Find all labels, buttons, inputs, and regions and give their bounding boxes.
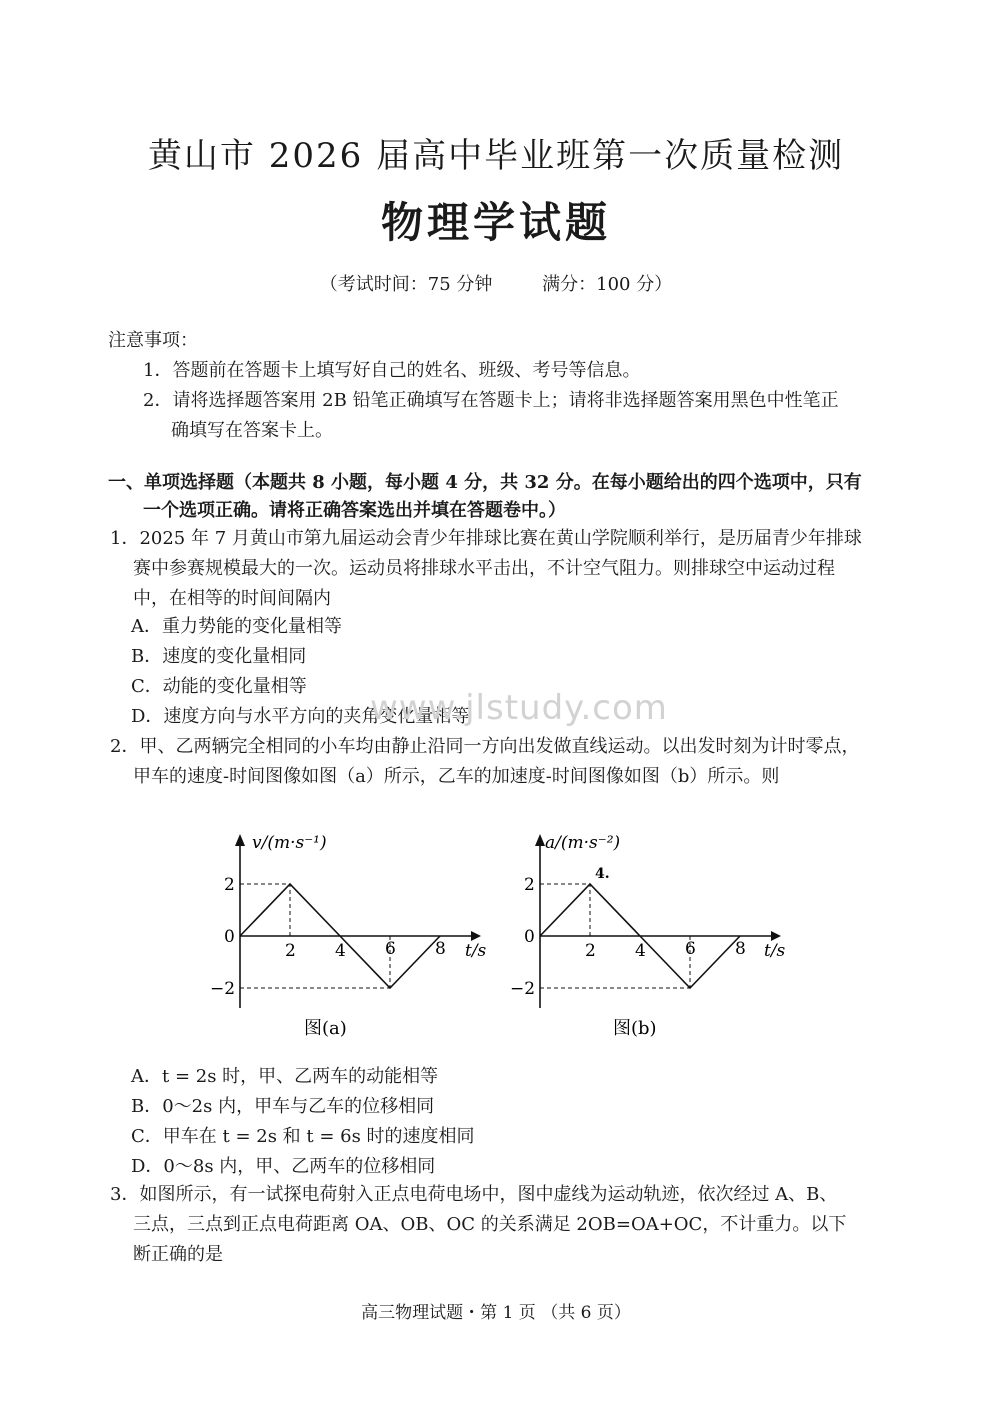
chart-a-y-tick: 2 xyxy=(224,875,235,895)
exam-subtitle: 物理学试题 xyxy=(380,198,611,247)
q3-stem-line1: 3．如图所示，有一试探电荷射入正点电荷电场中，图中虚线为运动轨迹，依次经过 A、B、 xyxy=(110,1184,838,1205)
chart-a-x-axis-arrow xyxy=(471,931,481,941)
section1-heading-line2: 一个选项正确。请将正确答案选出并填在答题卷中。） xyxy=(143,500,566,521)
q1-option-c: C．动能的变化量相等 xyxy=(131,676,307,697)
chart-a-ylabel: v/(m·s⁻¹) xyxy=(252,833,327,853)
exam-title: 黄山市 2026 届高中毕业班第一次质量检测 xyxy=(147,136,845,176)
chart-b-x-axis-arrow xyxy=(771,931,781,941)
chart-a-x-tick: 2 xyxy=(285,941,296,961)
q1-stem-line1: 1．2025 年 7 月黄山市第九届运动会青少年排球比赛在黄山学院顺利举行，是历届青少年排球 xyxy=(110,528,862,549)
q2-option-d: D．0～8s 内，甲、乙两车的位移相同 xyxy=(131,1156,436,1177)
exam-info xyxy=(0,270,992,296)
chart-a-x-tick: 6 xyxy=(385,939,396,959)
chart-a-y-axis-arrow xyxy=(235,834,245,846)
page-footer: 高三物理试题・第 1 页 （共 6 页） xyxy=(361,1303,631,1323)
chart-a-x-tick: 8 xyxy=(435,939,446,959)
notice-item-2-line2: 确填写在答案卡上。 xyxy=(171,420,333,441)
section1-heading-line1: 一、单项选择题（本题共 8 小题，每小题 4 分，共 32 分。在每小题给出的四个选项中，只有 xyxy=(108,472,862,493)
chart-a-title: 图(a) xyxy=(304,1018,347,1039)
q3-stem-line3: 断正确的是 xyxy=(133,1244,223,1265)
chart-b xyxy=(500,822,810,1052)
chart-b-xlabel: t/s xyxy=(764,941,786,961)
notice-item-2-line1: 2．请将选择题答案用 2B 铅笔正确填写在答题卡上；请将非选择题答案用黑色中性笔正 xyxy=(143,390,839,411)
q2-option-a: A．t = 2s 时，甲、乙两车的动能相等 xyxy=(131,1066,439,1087)
q1-stem-line2: 赛中参赛规模最大的一次。运动员将排球水平击出，不计空气阻力。则排球空中运动过程 xyxy=(133,558,835,579)
q2-stem-line2: 甲车的速度-时间图像如图（a）所示，乙车的加速度-时间图像如图（b）所示。则 xyxy=(133,766,780,787)
q2-option-b: B．0～2s 内，甲车与乙车的位移相同 xyxy=(131,1096,435,1117)
chart-a-y-tick: −2 xyxy=(210,979,236,999)
chart-b-ylabel: a/(m·s⁻²) xyxy=(545,833,621,853)
notice-heading: 注意事项： xyxy=(108,330,198,351)
chart-b-x-tick: 6 xyxy=(685,939,696,959)
notice-item-1: 1．答题前在答题卡上填写好自己的姓名、班级、考号等信息。 xyxy=(143,360,641,381)
chart-b-x-tick: 2 xyxy=(585,941,596,961)
chart-a-x-tick: 4 xyxy=(335,941,346,961)
q1-option-a: A．重力势能的变化量相等 xyxy=(131,616,342,637)
chart-a-xlabel: t/s xyxy=(465,941,487,961)
q1-option-d: D．速度方向与水平方向的夹角变化量相等 xyxy=(131,706,470,727)
q2-option-c: C．甲车在 t = 2s 和 t = 6s 时的速度相同 xyxy=(131,1126,475,1147)
exam-time: （考试时间：75 分钟 xyxy=(319,274,493,295)
q1-stem-line3: 中，在相等的时间间隔内 xyxy=(133,588,331,609)
chart-b-annotation: 4. xyxy=(595,866,610,882)
chart-b-title: 图(b) xyxy=(613,1018,657,1039)
full-score: 满分：100 分） xyxy=(542,274,673,295)
chart-b-y-tick: −2 xyxy=(510,979,536,999)
q3-stem-line2: 三点，三点到正点电荷距离 OA、OB、OC 的关系满足 2OB=OA+OC，不计重力。以下 xyxy=(133,1214,847,1235)
chart-b-y-tick: 2 xyxy=(524,875,535,895)
chart-a xyxy=(200,822,510,1052)
chart-b-x-tick: 8 xyxy=(735,939,746,959)
chart-b-y-tick: 0 xyxy=(524,927,535,947)
chart-b-y-axis-arrow xyxy=(535,834,545,846)
chart-b-x-tick: 4 xyxy=(635,941,646,961)
chart-a-y-tick: 0 xyxy=(224,927,235,947)
watermark: www.jlstudy.com xyxy=(370,688,668,728)
q2-stem-line1: 2．甲、乙两辆完全相同的小车均由静止沿同一方向出发做直线运动。以出发时刻为计时零点， xyxy=(110,736,860,757)
q1-option-b: B．速度的变化量相同 xyxy=(131,646,307,667)
